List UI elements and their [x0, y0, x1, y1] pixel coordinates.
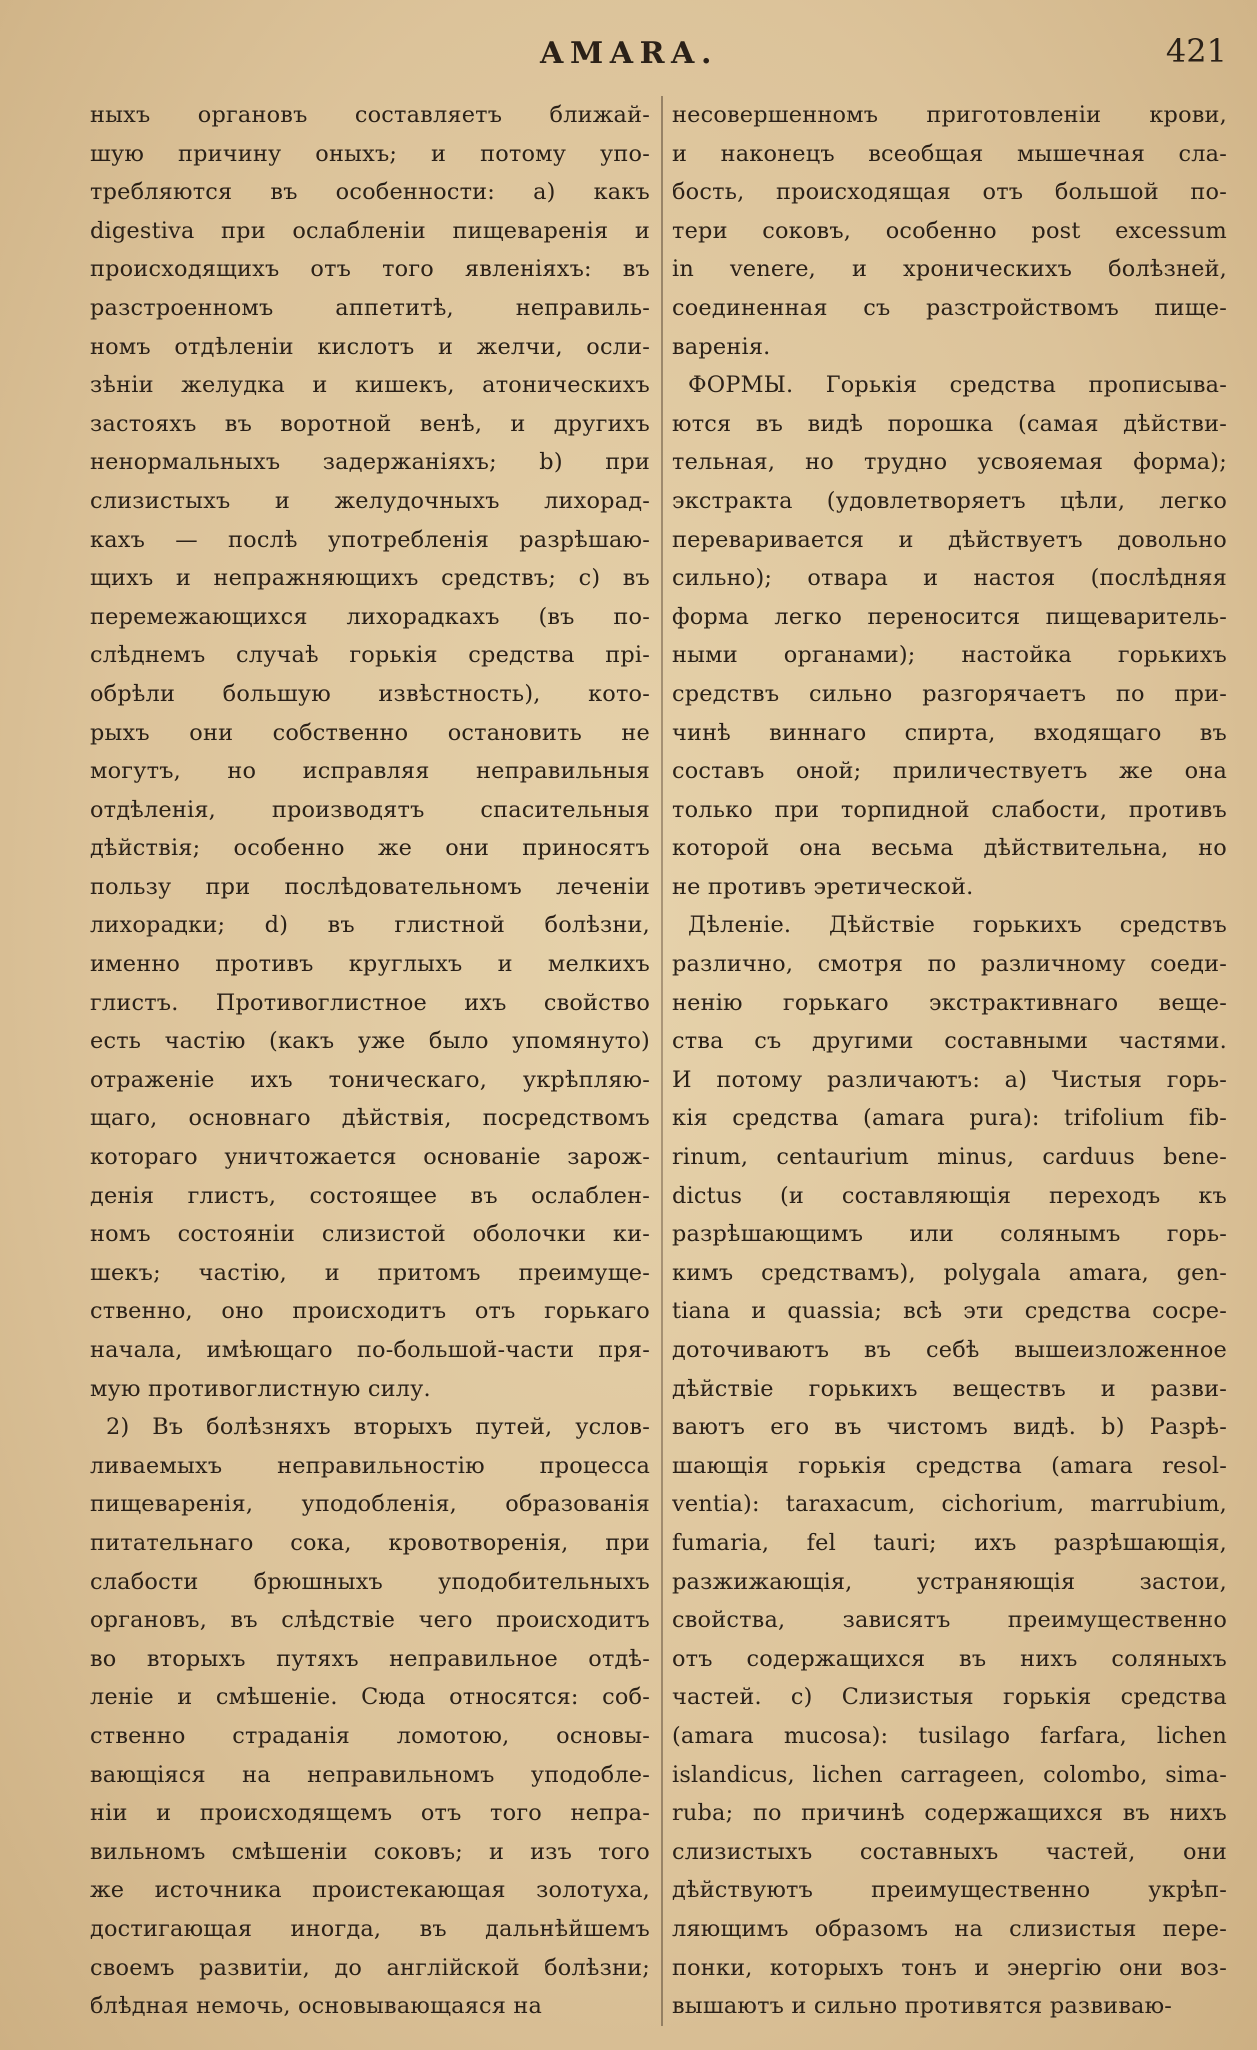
column-divider [661, 96, 663, 2026]
text-line: вышаютъ и сильно противятся развиваю- [672, 1993, 1173, 2020]
text-line: in venere, и хроническихъ болѣзней, [672, 256, 1227, 283]
text-line: сильно); отвара и настоя (послѣдняя [672, 565, 1227, 592]
text-line: понки, которыхъ тонъ и энергію они воз- [672, 1954, 1227, 1981]
text-line: пищеваренія, уподобленія, образованія [90, 1491, 650, 1518]
text-line: застояхъ въ воротной венѣ, и другихъ [90, 410, 650, 437]
text-line: не противъ эретической. [672, 873, 974, 900]
text-line: лихорадки; d) въ глистной болѣзни, [90, 912, 650, 939]
running-title: АМАRА. [539, 36, 718, 71]
text-line: (amara mucosa): tusilago farfara, lichen [672, 1722, 1227, 1749]
text-line: отраженіе ихъ тоническаго, укрѣпляю- [90, 1066, 650, 1093]
text-line: леніе и смѣшеніе. Сюда относятся: соб- [90, 1684, 650, 1711]
text-line: кимъ средствамъ), polygala amara, gen- [672, 1259, 1227, 1286]
text-line: ются въ видѣ порошка (самая дѣйстви- [672, 410, 1227, 437]
text-line: денія глистъ, состоящее въ ослаблен- [90, 1182, 650, 1209]
text-line: dictus (и составляющія переходъ къ [672, 1182, 1227, 1209]
text-line: же источника проистекающая золотуха, [90, 1877, 650, 1904]
text-line: экстракта (удовлетворяетъ цѣли, легко [672, 487, 1227, 514]
text-line: шающія горькія средства (amara resol- [672, 1452, 1227, 1479]
text-line: происходящихъ отъ того явленіяхъ: въ [90, 256, 650, 283]
text-line: щихъ и непражняющихъ средствъ; c) въ [90, 565, 650, 592]
text-line: есть частію (какъ уже было упомянуто) [90, 1028, 650, 1055]
text-line: бость, происходящая отъ большой по- [672, 179, 1227, 206]
text-line: rinum, centaurium minus, carduus bene- [672, 1144, 1227, 1171]
text-line: именно противъ круглыхъ и мелкихъ [90, 951, 650, 978]
running-head [0, 32, 1257, 76]
text-line: дѣйствіе горькихъ веществъ и разви- [672, 1375, 1227, 1402]
text-line: номъ состояніи слизистой оболочки ки- [90, 1221, 650, 1248]
text-line: органовъ, въ слѣдствіе чего происходитъ [90, 1607, 650, 1634]
text-line: своемъ развитіи, до англійской болѣзни; [90, 1954, 650, 1981]
text-line: средствъ сильно разгорячаетъ по при- [672, 680, 1227, 707]
text-line: слабости брюшныхъ уподобительныхъ [90, 1568, 650, 1595]
text-line: fumaria, fel tauri; ихъ разрѣшающія, [672, 1529, 1227, 1556]
text-line: котораго уничтожается основаніе зарож- [90, 1144, 650, 1171]
text-line: слѣднемъ случаѣ горькія средства прі- [90, 642, 650, 669]
text-line: islandicus, lichen carrageen, colombo, sima- [672, 1761, 1227, 1788]
text-line: различно, смотря по различному соеди- [672, 951, 1227, 978]
text-line: кахъ — послѣ употребленія разрѣшаю- [90, 526, 650, 553]
text-line: разстроенномъ аппетитѣ, неправиль- [90, 294, 650, 321]
text-line: свойства, зависятъ преимущественно [672, 1607, 1227, 1634]
text-line: питательнаго сока, кровотворенія, при [90, 1529, 650, 1556]
text-line: требляются въ особенности: a) какъ [90, 179, 650, 206]
text-line: ныхъ органовъ составляетъ ближай- [90, 102, 650, 128]
text-line: слизистыхъ составныхъ частей, они [672, 1838, 1227, 1865]
text-line: разжижающія, устраняющія застои, [672, 1568, 1227, 1595]
text-line: доточиваютъ въ себѣ вышеизложенное [672, 1337, 1227, 1363]
text-line: блѣдная немочь, основывающаяся на [90, 1993, 543, 2020]
text-line: tiana и quassia; всѣ эти средства сосре- [672, 1298, 1227, 1325]
text-line: ства съ другими составными частями. [672, 1028, 1227, 1055]
text-line: ляющимъ образомъ на слизистыя пере- [672, 1915, 1227, 1942]
left-column [90, 96, 650, 2036]
text-line: достигающая иногда, въ дальнѣйшемъ [90, 1915, 650, 1942]
text-line: могутъ, но исправляя неправильныя [90, 758, 650, 785]
text-line: номъ отдѣленіи кислотъ и желчи, осли- [90, 333, 650, 360]
text-line: вильномъ смѣшеніи соковъ; и изъ того [90, 1838, 650, 1865]
text-line: шекъ; частію, и притомъ преимуще- [90, 1259, 650, 1286]
text-line: 2) Въ болѣзняхъ вторыхъ путей, услов- [106, 1414, 650, 1441]
text-line: тельная, но трудно усвояемая форма); [672, 449, 1227, 476]
text-line: ными органами); настойка горькихъ [672, 642, 1227, 669]
text-line: шую причину оныхъ; и потому упо- [90, 140, 650, 167]
text-line: начала, имѣющаго по-большой-части пря- [90, 1337, 650, 1363]
text-line: дѣйствія; особенно же они приносятъ [90, 835, 650, 862]
text-line: ваютъ его въ чистомъ видѣ. b) Разрѣ- [672, 1414, 1227, 1441]
text-line: ственно страданія ломотою, основы- [90, 1722, 650, 1749]
text-line: ФОРМЫ. Горькія средства прописыва- [688, 372, 1227, 399]
text-line: чинѣ виннаго спирта, входящаго въ [672, 719, 1227, 746]
text-line: и наконецъ всеобщая мышечная сла- [672, 140, 1227, 167]
text-line: ruba; по причинѣ содержащихся въ нихъ [672, 1800, 1227, 1827]
text-line: Дѣленіе. Дѣйствіе горькихъ средствъ [688, 912, 1227, 939]
text-line: вающіяся на неправильномъ уподобле- [90, 1761, 650, 1788]
text-line: ніи и происходящемъ отъ того непра- [90, 1800, 650, 1827]
text-line: которой она весьма дѣйствительна, но [672, 835, 1227, 862]
text-line: рыхъ они собственно остановить не [90, 719, 650, 746]
page-number: 421 [1165, 32, 1227, 70]
text-line: глистъ. Противоглистное ихъ свойство [90, 989, 650, 1016]
text-line: ventia): taraxacum, cichorium, marrubium, [672, 1491, 1227, 1518]
text-line: мую противоглистную силу. [90, 1375, 431, 1402]
text-line: варенія. [672, 333, 771, 360]
text-line: несовершенномъ приготовленіи крови, [672, 102, 1227, 128]
text-line: слизистыхъ и желудочныхъ лихорад- [90, 487, 650, 514]
text-line: И потому различаютъ: a) Чистыя горь- [672, 1066, 1227, 1093]
text-line: переваривается и дѣйствуетъ довольно [672, 526, 1227, 553]
text-line: отдѣленія, производятъ спасительныя [90, 796, 650, 823]
text-line: ливаемыхъ неправильностію процесса [90, 1452, 650, 1479]
text-line: составъ оной; приличествуетъ же она [672, 758, 1227, 785]
right-column [672, 96, 1227, 2036]
text-line: разрѣшающимъ или солянымъ горь- [672, 1221, 1227, 1248]
text-line: во вторыхъ путяхъ неправильное отдѣ- [90, 1645, 650, 1672]
text-line: пользу при послѣдовательномъ леченіи [90, 873, 650, 900]
text-line: соединенная съ разстройствомъ пище- [672, 294, 1227, 321]
text-line: щаго, основнаго дѣйствія, посредствомъ [90, 1105, 650, 1132]
text-line: перемежающихся лихорадкахъ (въ по- [90, 603, 650, 630]
text-line: отъ содержащихся въ нихъ соляныхъ [672, 1645, 1227, 1672]
text-line: дѣйствуютъ преимущественно укрѣп- [672, 1877, 1227, 1904]
text-line: только при торпидной слабости, противъ [672, 796, 1227, 823]
text-line: обрѣли большую извѣстность), кото- [90, 680, 650, 707]
text-line: ненію горькаго экстрактивнаго веще- [672, 989, 1227, 1016]
text-line: ственно, оно происходитъ отъ горькаго [90, 1298, 650, 1325]
text-line: digestiva при ослабленіи пищеваренія и [90, 217, 650, 244]
text-line: ненормальныхъ задержаніяхъ; b) при [90, 449, 650, 476]
text-line: кія средства (amara pura): trifolium fib- [672, 1105, 1227, 1132]
text-line: форма легко переносится пищеваритель- [672, 603, 1227, 630]
text-line: частей. c) Слизистыя горькія средства [672, 1684, 1227, 1711]
text-line: тери соковъ, особенно post excessum [672, 217, 1227, 244]
text-line: зѣніи желудка и кишекъ, атоническихъ [90, 372, 650, 399]
